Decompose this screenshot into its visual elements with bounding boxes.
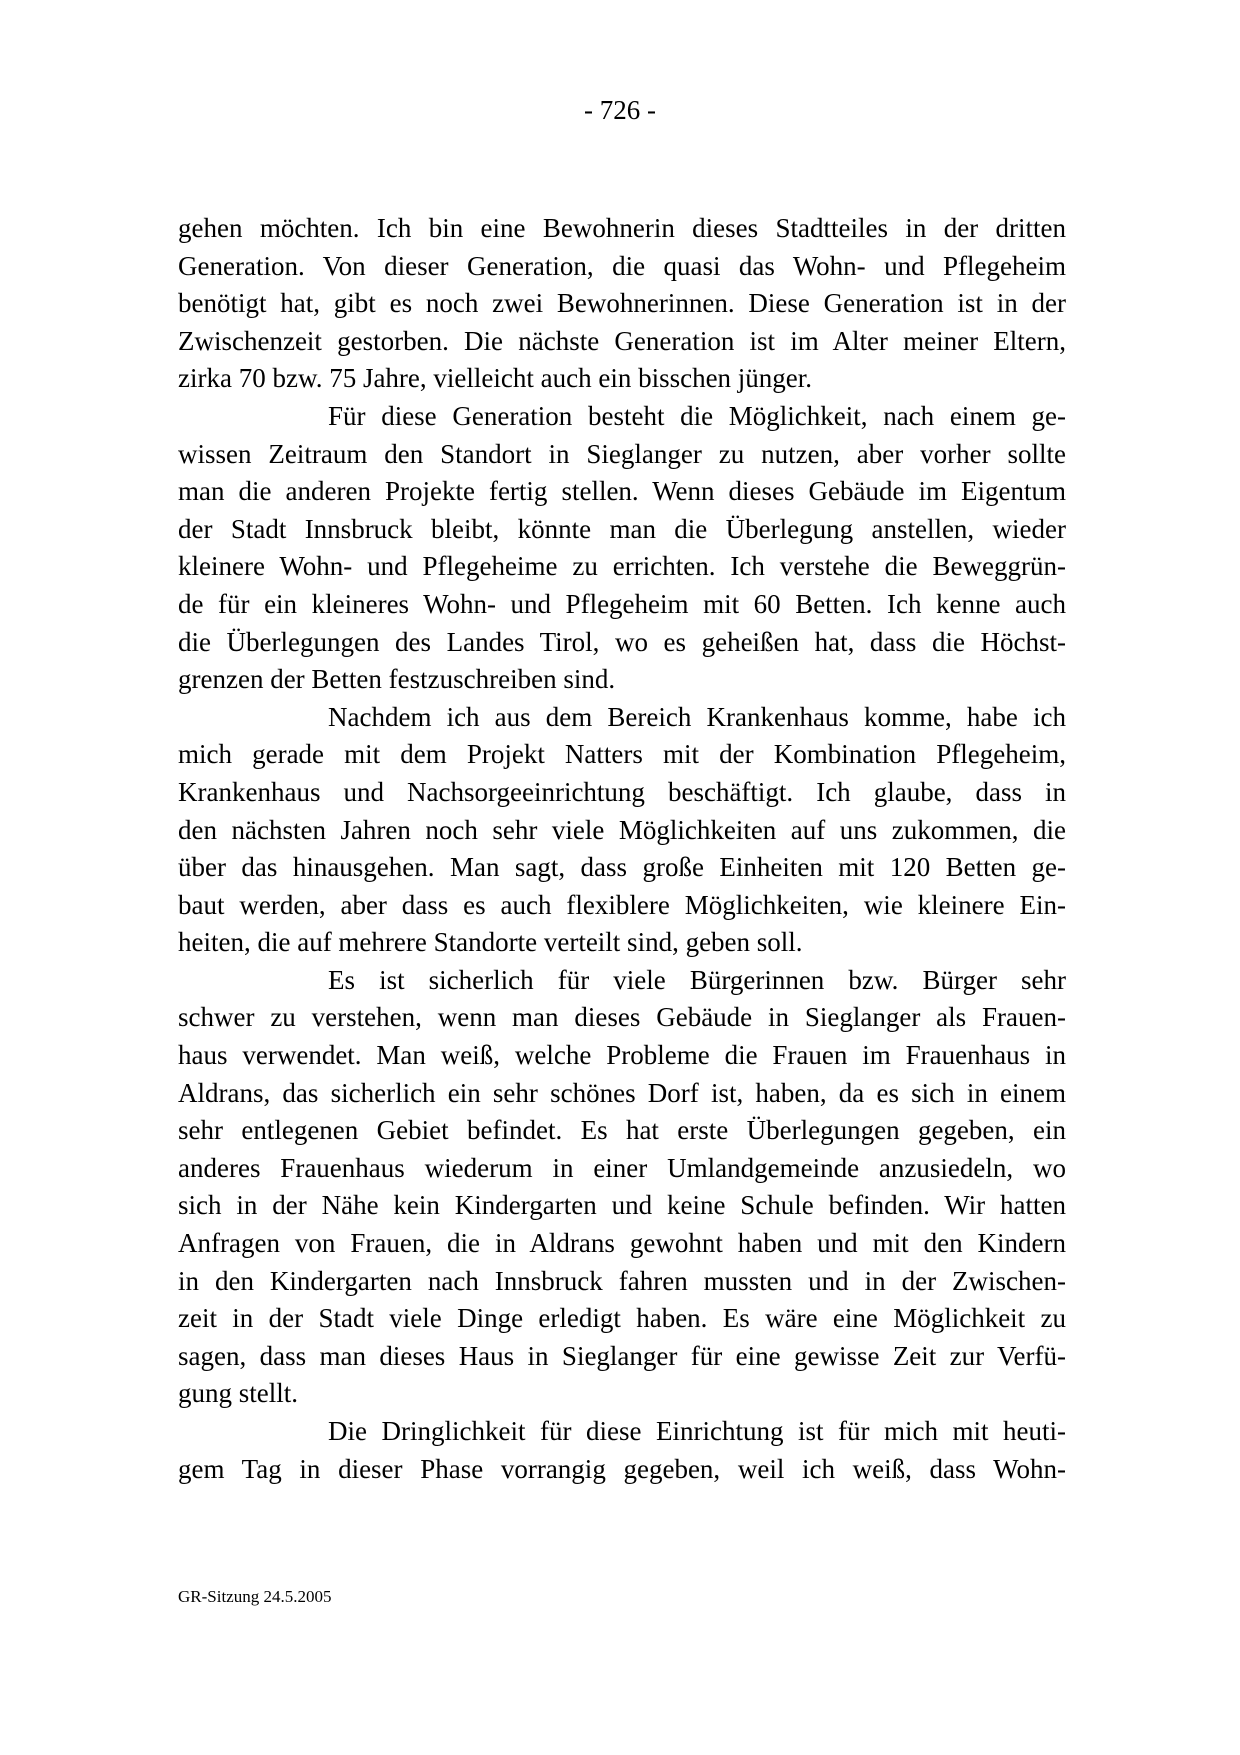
text-line: Anfragen von Frauen, die in Aldrans gewohnt haben und mit den Kindern xyxy=(178,1228,1066,1259)
text-line: heiten, die auf mehrere Standorte verteilt sind, geben soll. xyxy=(178,927,803,958)
text-line: Nachdem ich aus dem Bereich Krankenhaus komme, habe ich xyxy=(328,701,1066,732)
text-line: gehen möchten. Ich bin eine Bewohnerin dieses Stadtteiles in der dritten xyxy=(178,213,1066,243)
text-line: sagen, dass man dieses Haus in Sieglanger für eine gewisse Zeit zur Verfü- xyxy=(178,1340,1066,1371)
text-line: Krankenhaus und Nachsorgeeinrichtung beschäftigt. Ich glaube, dass in xyxy=(178,776,1066,807)
paragraph xyxy=(178,1413,1066,1488)
body-text xyxy=(178,210,1066,1488)
text-line: de für ein kleineres Wohn- und Pflegeheim mit 60 Betten. Ich kenne auch xyxy=(178,588,1066,619)
footer-session-date: GR-Sitzung 24.5.2005 xyxy=(178,1587,332,1606)
text-line: grenzen der Betten festzuschreiben sind. xyxy=(178,664,616,695)
text-line: Die Dringlichkeit für diese Einrichtung ist für mich mit heuti- xyxy=(328,1416,1066,1446)
text-line: zirka 70 bzw. 75 Jahre, vielleicht auch ein bisschen jünger. xyxy=(178,363,813,394)
page-number: - 726 - xyxy=(584,95,656,125)
text-line: zeit in der Stadt viele Dinge erledigt haben. Es wäre eine Möglichkeit zu xyxy=(178,1303,1066,1334)
text-line: sehr entlegenen Gebiet befindet. Es hat erste Überlegungen gegeben, ein xyxy=(178,1115,1066,1146)
text-line: den nächsten Jahren noch sehr viele Möglichkeiten auf uns zukommen, die xyxy=(178,814,1066,845)
text-line: über das hinausgehen. Man sagt, dass große Einheiten mit 120 Betten ge- xyxy=(178,852,1066,883)
text-line: haus verwendet. Man weiß, welche Probleme die Frauen im Frauenhaus in xyxy=(178,1040,1066,1071)
text-line: die Überlegungen des Landes Tirol, wo es geheißen hat, dass die Höchst- xyxy=(178,626,1066,657)
text-line: baut werden, aber dass es auch flexiblere Möglichkeiten, wie kleinere Ein- xyxy=(178,889,1066,920)
text-line: der Stadt Innsbruck bleibt, könnte man die Überlegung anstellen, wieder xyxy=(178,513,1066,544)
text-line: schwer zu verstehen, wenn man dieses Gebäude in Sieglanger als Frauen- xyxy=(178,1002,1066,1033)
text-line: kleinere Wohn- und Pflegeheime zu errichten. Ich verstehe die Beweggrün- xyxy=(178,551,1066,582)
text-line: benötigt hat, gibt es noch zwei Bewohnerinnen. Diese Generation ist in der xyxy=(178,288,1066,319)
text-line: anderes Frauenhaus wiederum in einer Umlandgemeinde anzusiedeln, wo xyxy=(178,1152,1066,1183)
paragraph xyxy=(178,210,1066,398)
text-line: mich gerade mit dem Projekt Natters mit der Kombination Pflegeheim, xyxy=(178,739,1066,770)
text-line: gem Tag in dieser Phase vorrangig gegeben, weil ich weiß, dass Wohn- xyxy=(178,1453,1066,1484)
text-line: Es ist sicherlich für viele Bürgerinnen bzw. Bürger sehr xyxy=(328,964,1066,995)
text-line: sich in der Nähe kein Kindergarten und keine Schule befinden. Wir hatten xyxy=(178,1190,1066,1221)
text-line: wissen Zeitraum den Standort in Sieglanger zu nutzen, aber vorher sollte xyxy=(178,438,1066,469)
paragraph xyxy=(178,398,1066,699)
text-line: in den Kindergarten nach Innsbruck fahren mussten und in der Zwischen- xyxy=(178,1265,1066,1296)
text-line: man die anderen Projekte fertig stellen. Wenn dieses Gebäude im Eigentum xyxy=(178,476,1066,507)
text-line: gung stellt. xyxy=(178,1378,298,1409)
text-line: Aldrans, das sicherlich ein sehr schönes Dorf ist, haben, da es sich in einem xyxy=(178,1077,1066,1108)
text-line: Generation. Von dieser Generation, die quasi das Wohn- und Pflegeheim xyxy=(178,250,1066,281)
text-line: Zwischenzeit gestorben. Die nächste Generation ist im Alter meiner Eltern, xyxy=(178,325,1066,356)
paragraph xyxy=(178,699,1066,962)
text-line: Für diese Generation besteht die Möglichkeit, nach einem ge- xyxy=(328,400,1066,431)
paragraph xyxy=(178,962,1066,1413)
